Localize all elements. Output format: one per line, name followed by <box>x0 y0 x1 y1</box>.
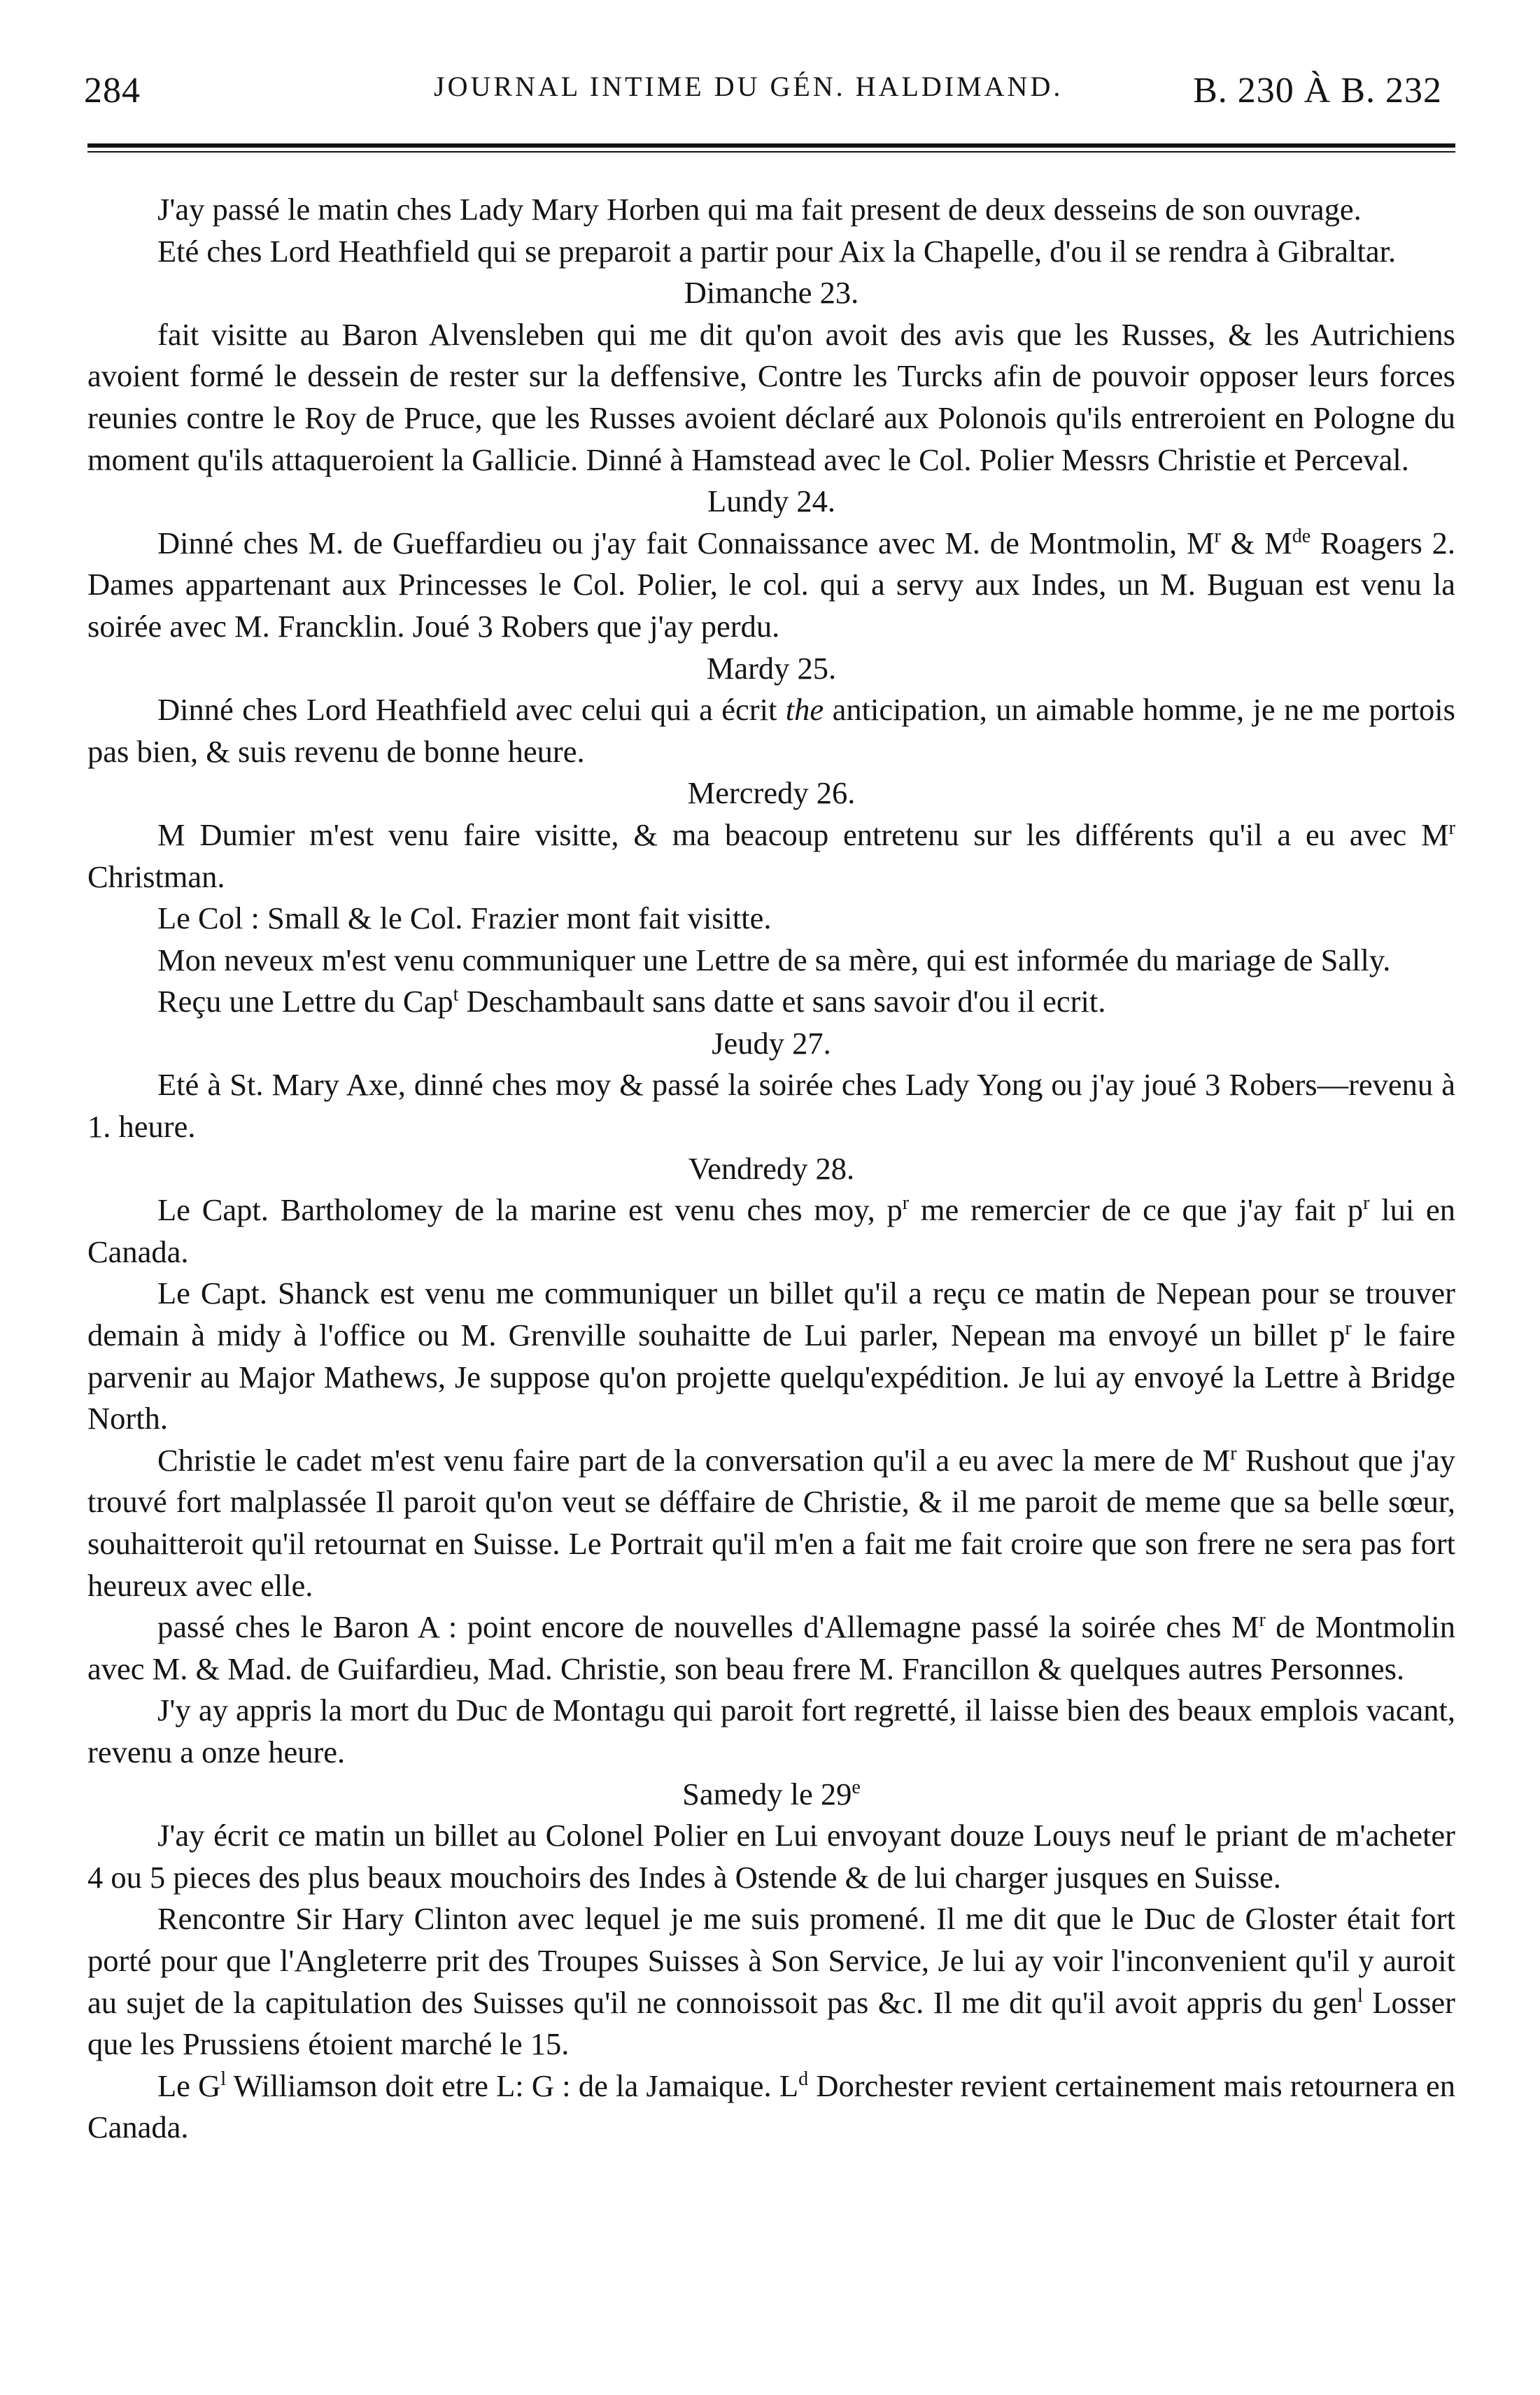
text-run: Dorchester revient certainement mais retournera en Canada. <box>87 2068 1455 2145</box>
text-run: Williamson doit etre L: G : de la Jamaique. L <box>226 2068 799 2103</box>
text-run: lui en Canada. <box>87 1192 1455 1269</box>
text-run: passé ches le Baron A : point encore de nouvelles d'Allemagne passé la soirée ches M <box>157 1609 1259 1645</box>
page-number: 284 <box>84 71 141 111</box>
header-rule-thin <box>87 151 1455 153</box>
text-run: Reçu une Lettre du Cap <box>157 984 453 1019</box>
superscript: r <box>1448 817 1455 840</box>
superscript: l <box>220 2068 227 2090</box>
paragraph: Eté ches Lord Heathfield qui se preparoit a partir pour Aix la Chapelle, d'ou il se rendra à Gibraltar. <box>157 233 1397 269</box>
page-header <box>0 70 1540 112</box>
text-run: de Montmolin avec M. & Mad. de Guifardieu, Mad. Christie, son beau frere M. Francillon & quelques autres Personnes. <box>87 1609 1455 1686</box>
text-run: Christman. <box>87 859 225 894</box>
document-range: B. 230 À B. 232 <box>1193 71 1442 111</box>
paragraph: J'ay passé le matin ches Lady Mary Horben qui ma fait present de deux desseins de son ouvrage. <box>157 192 1362 227</box>
paragraph <box>87 981 1455 1023</box>
paragraph: Mon neveux m'est venu communiquer une Lettre de sa mère, qui est informée du mariage de Sally. <box>157 942 1391 977</box>
paragraph <box>87 1898 1455 2065</box>
superscript: l <box>1357 1984 1363 2007</box>
text-run: Roagers 2. Dames appartenant aux Princesses le Col. Polier, le col. qui a servy aux Indes, un M. Buguan est venu la soirée avec M. Francklin. Joué 3 Robers que j'ay perdu. <box>87 525 1455 644</box>
paragraph <box>87 1273 1455 1439</box>
text-run: anticipation, un aimable homme, je ne me portois pas bien, & suis revenu de bonne heure. <box>87 692 1455 769</box>
text-run: Rushout que j'ay trouvé fort malplassée Il paroit qu'on veut se déffaire de Christie, & il me paroit de meme que sa belle sœur, souhaitteroit qu'il retournat en Suisse. Le Portrait qu'il m'en a fait me fait croire que son frere ne sera pas fort heureux avec elle. <box>87 1442 1455 1603</box>
superscript: r <box>1230 1442 1237 1464</box>
paragraph <box>87 814 1455 898</box>
paragraph: J'ay écrit ce matin un billet au Colonel Polier en Lui envoyant douze Louys neuf le priant de m'acheter 4 ou 5 pieces des plus beaux mouchoirs des Indes à Ostende & de lui charger jusques en Suisse. <box>87 1818 1455 1895</box>
day-heading: Dimanche 23. <box>684 275 859 311</box>
paragraph: Eté à St. Mary Axe, dinné ches moy & passé la soirée ches Lady Yong ou j'ay joué 3 Robers—revenu à 1. heure. <box>87 1067 1455 1145</box>
paragraph: fait visitte au Baron Alvensleben qui me dit qu'on avoit des avis que les Russes, & les Autrichiens avoient formé le dessein de rester sur la deffensive, Contre les Turcks afin de pouvoir opposer leurs forces reunies contre le Roy de Pruce, que les Russes avoient déclaré aux Polonois qu'ils entreroient en Pologne du moment qu'ils attaqueroient la Gallicie. Dinné à Hamstead avec le Col. Polier Messrs Christie et Perceval. <box>87 316 1455 477</box>
paragraph <box>87 1189 1455 1273</box>
superscript: r <box>902 1192 910 1215</box>
paragraph <box>87 523 1455 648</box>
day-heading: Mardy 25. <box>706 650 837 686</box>
text-run: Le Capt. Shanck est venu me communiquer un billet qu'il a reçu ce matin de Nepean pour se trouver demain à midy à l'office ou M. Grenville souhaitte de Lui parler, Nepean ma envoyé un billet p <box>87 1276 1455 1353</box>
superscript: r <box>1363 1192 1370 1215</box>
superscript: r <box>1259 1609 1266 1632</box>
paragraph: Le Col : Small & le Col. Frazier mont fait visitte. <box>157 900 772 936</box>
day-heading: Lundy 24. <box>707 483 835 519</box>
text-run: Losser que les Prussiens étoient marché le 15. <box>87 1984 1456 2062</box>
text-run: Le Capt. Bartholomey de la marine est venu ches moy, p <box>157 1192 903 1228</box>
text-run: Rencontre Sir Hary Clinton avec lequel je me suis promené. Il me dit que le Duc de Gloster était fort porté pour que l'Angleterre prit des Troupes Suisses à Son Service, Je lui ay voir l'inconvenient qu'il y auroit au sujet de la capitulation des Suisses qu'il ne connoissoit pas &c. Il me dit qu'il avoit appris du gen <box>87 1901 1455 2020</box>
italic-text: the <box>785 692 824 728</box>
paragraph <box>87 689 1455 772</box>
text-run: me remercier de ce que j'ay fait p <box>909 1192 1364 1228</box>
text-run: & M <box>1220 525 1292 560</box>
day-heading: Mercredy 26. <box>687 775 856 811</box>
superscript: d <box>798 2068 809 2090</box>
text-run: le faire parvenir au Major Mathews, Je suppose qu'on projette quelqu'expédition. Je lui ay envoyé la Lettre à Bridge North. <box>87 1317 1455 1436</box>
superscript: e <box>852 1776 861 1798</box>
text-run: Deschambault sans datte et sans savoir d'ou il ecrit. <box>458 984 1106 1019</box>
paragraph: J'y ay appris la mort du Duc de Montagu qui paroit fort regretté, il laisse bien des beaux emplois vacant, revenu a onze heure. <box>87 1693 1455 1769</box>
running-title: JOURNAL INTIME DU GÉN. HALDIMAND. <box>434 71 1064 102</box>
text-run: Samedy le 29 <box>682 1776 852 1811</box>
day-heading: Vendredy 28. <box>688 1150 855 1186</box>
superscript: de <box>1292 525 1311 547</box>
paragraph <box>87 1440 1455 1606</box>
text-run: M Dumier m'est venu faire visitte, & ma beacoup entretenu sur les différents qu'il a eu avec M <box>157 817 1449 852</box>
superscript: t <box>453 984 459 1006</box>
day-heading <box>87 1774 1455 1816</box>
journal-text <box>87 189 1455 2149</box>
text-run: Le G <box>157 2068 221 2103</box>
header-rule <box>87 143 1455 148</box>
text-run: Dinné ches Lord Heathfield avec celui qui a écrit <box>157 692 786 728</box>
text-run: Dinné ches M. de Gueffardieu ou j'ay fait Connaissance avec M. de Montmolin, M <box>157 525 1215 560</box>
paragraph <box>87 2065 1455 2149</box>
text-run: Christie le cadet m'est venu faire part de la conversation qu'il a eu avec la mere de M <box>157 1442 1231 1478</box>
paragraph <box>87 1606 1455 1690</box>
day-heading: Jeudy 27. <box>712 1025 831 1061</box>
superscript: r <box>1345 1317 1352 1340</box>
superscript: r <box>1214 525 1221 547</box>
